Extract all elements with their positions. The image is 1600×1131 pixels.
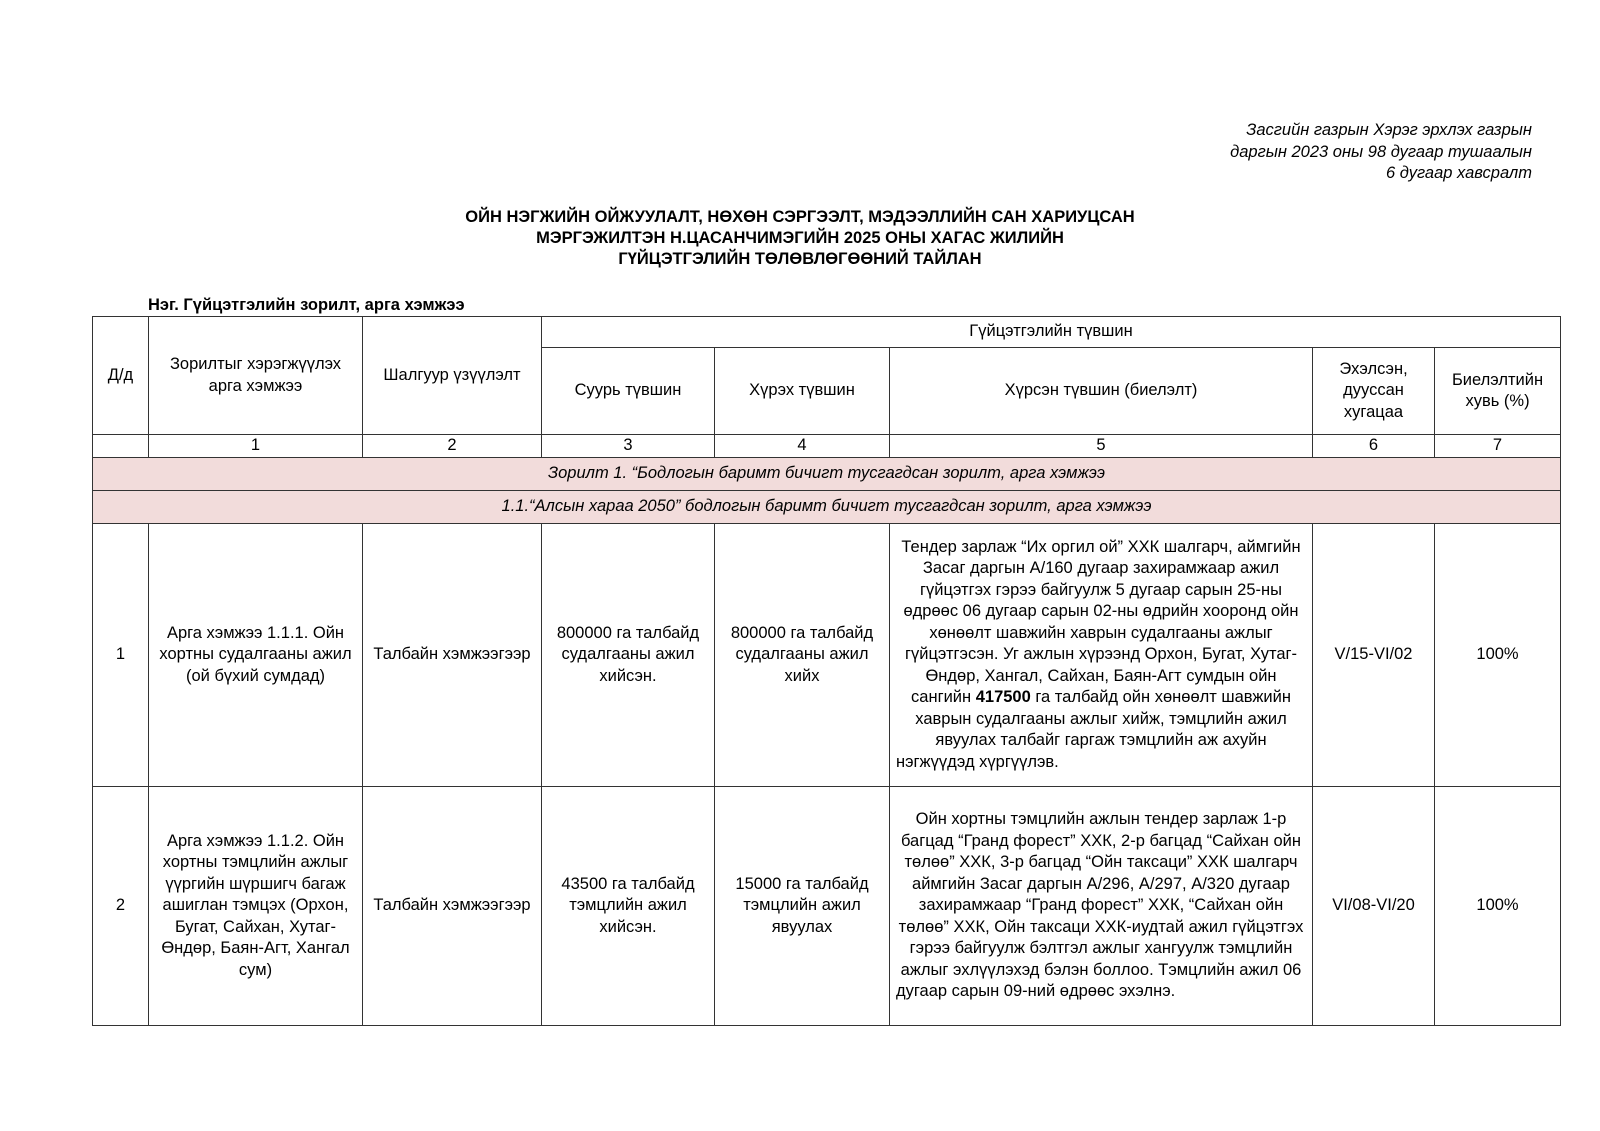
header-percent: Биелэлтийн хувь (%) <box>1435 348 1561 435</box>
row-achieved-area: 417500 <box>975 688 1031 707</box>
column-number: 2 <box>363 435 542 458</box>
column-number: 7 <box>1435 435 1561 458</box>
column-number: 4 <box>715 435 890 458</box>
row-achieved: Ойн хортны тэмцлийн ажлын тендер зарлаж 1-р багцад “Гранд форест” ХХК, 2-р багцад “Сайхан ойн төлөө” ХХК, 3-р багцад “Ойн таксаци” ХХК шалгарч аймгийн Засаг даргын А/296, А/297, А/320 дугаар захирамжаар “Гранд форест” ХХК, “Сайхан ойн төлөө” ХХК, Ойн таксаци ХХК-иудтай ажил гүйцэтгэх гэрээ байгуулж бэлтгэл ажлыг хангуулж тэмцлийн ажлыг эхлүүлэхэд бэлэн боллоо. Тэмцлийн ажил 06 дугаар сарын 09-ний өдрөөс эхэлнэ. <box>890 787 1313 1026</box>
row-number: 1 <box>93 524 149 787</box>
annex-reference <box>1230 120 1532 185</box>
section-title: Нэг. Гүйцэтгэлийн зорилт, арга хэмжээ <box>148 296 465 314</box>
header-criteria: Шалгуур үзүүлэлт <box>363 317 542 435</box>
column-number-row <box>93 435 1561 458</box>
row-period: V/15-VI/02 <box>1313 524 1435 787</box>
column-number: 1 <box>149 435 363 458</box>
subgoal-title: 1.1.“Алсын хараа 2050” бодлогын баримт бичигт тусгагдсан зорилт, арга хэмжээ <box>93 491 1561 524</box>
row-criteria: Талбайн хэмжээгээр <box>363 787 542 1026</box>
goal-row <box>93 458 1561 491</box>
column-number-blank <box>93 435 149 458</box>
column-number: 5 <box>890 435 1313 458</box>
subgoal-row <box>93 491 1561 524</box>
column-number: 6 <box>1313 435 1435 458</box>
row-criteria: Талбайн хэмжээгээр <box>363 524 542 787</box>
header-period: Эхэлсэн, дууссан хугацаа <box>1313 348 1435 435</box>
title-line-2: МЭРГЭЖИЛТЭН Н.ЦАСАНЧИМЭГИЙН 2025 ОНЫ ХАГАС ЖИЛИЙН <box>536 229 1064 247</box>
row-achieved-text: Тендер зарлаж “Их оргил ой” ХХК шалгарч, аймгийн Засаг даргын А/160 дугаар захирамжаар ажил гүйцэтгэх гэрээ байгуулж 5 дугаар сарын 25-ны өдрөөс 06 дугаар сарын 02-ны өдрийн хооронд ойн хөнөөлт шавжийн хаврын судалгааны ажлыг гүйцэтгэсэн. Уг ажлын хүрээнд Орхон, Бугат, Хутаг-Өндөр, Хангал, Сайхан, Баян-Агт сумдын ойн сангийн <box>901 537 1301 707</box>
row-baseline: 800000 га талбайд судалгааны ажил хийсэн. <box>542 524 715 787</box>
row-target: 15000 га талбайд тэмцлийн ажил явуулах <box>715 787 890 1026</box>
annex-line-3: 6 дугаар хавсралт <box>1386 164 1532 182</box>
row-period: VI/08-VI/20 <box>1313 787 1435 1026</box>
row-measure: Арга хэмжээ 1.1.2. Ойн хортны тэмцлийн ажлыг үүргийн шүршигч багаж ашиглан тэмцэх (Орхон, Бугат, Сайхан, Хутаг-Өндөр, Баян-Агт, Хангал сум) <box>149 787 363 1026</box>
row-baseline: 43500 га талбайд тэмцлийн ажил хийсэн. <box>542 787 715 1026</box>
annex-line-1: Засгийн газрын Хэрэг эрхлэх газрын <box>1246 121 1532 139</box>
annex-line-2: даргын 2023 оны 98 дугаар тушаалын <box>1230 142 1532 161</box>
title-line-3: ГҮЙЦЭТГЭЛИЙН ТӨЛӨВЛӨГӨӨНИЙ ТАЙЛАН <box>618 250 982 268</box>
header-no: Д/д <box>93 317 149 435</box>
header-performance-level: Гүйцэтгэлийн түвшин <box>542 317 1561 348</box>
title-line-1: ОЙН НЭГЖИЙН ОЙЖУУЛАЛТ, НӨХӨН СЭРГЭЭЛТ, МЭДЭЭЛЛИЙН САН ХАРИУЦСАН <box>465 208 1135 226</box>
goal-title: Зорилт 1. “Бодлогын баримт бичигт тусгагдсан зорилт, арга хэмжээ <box>93 458 1561 491</box>
header-baseline: Суурь түвшин <box>542 348 715 435</box>
table-row <box>93 787 1561 1026</box>
header-target: Хүрэх түвшин <box>715 348 890 435</box>
row-achieved-text-end: га талбайд ойн хөнөөлт шавжийн хаврын судалгааны ажлыг хийж, тэмцлийн ажил явуулах талбайг гаргаж тэмцлийн аж ахуйн нэгжүүдэд хүргүүлэв. <box>896 688 1291 771</box>
row-measure: Арга хэмжээ 1.1.1. Ойн хортны судалгааны ажил (ой бүхий сумдад) <box>149 524 363 787</box>
row-percent: 100% <box>1435 787 1561 1026</box>
row-number: 2 <box>93 787 149 1026</box>
header-measure: Зорилтыг хэрэгжүүлэх арга хэмжээ <box>149 317 363 435</box>
header-achieved: Хүрсэн түвшин (биелэлт) <box>890 348 1313 435</box>
header-row-top <box>93 317 1561 348</box>
table-row <box>93 524 1561 787</box>
column-number: 3 <box>542 435 715 458</box>
row-target: 800000 га талбайд судалгааны ажил хийх <box>715 524 890 787</box>
row-percent: 100% <box>1435 524 1561 787</box>
document-title <box>0 207 1600 270</box>
performance-plan-table <box>92 316 1561 1026</box>
row-achieved <box>890 524 1313 787</box>
